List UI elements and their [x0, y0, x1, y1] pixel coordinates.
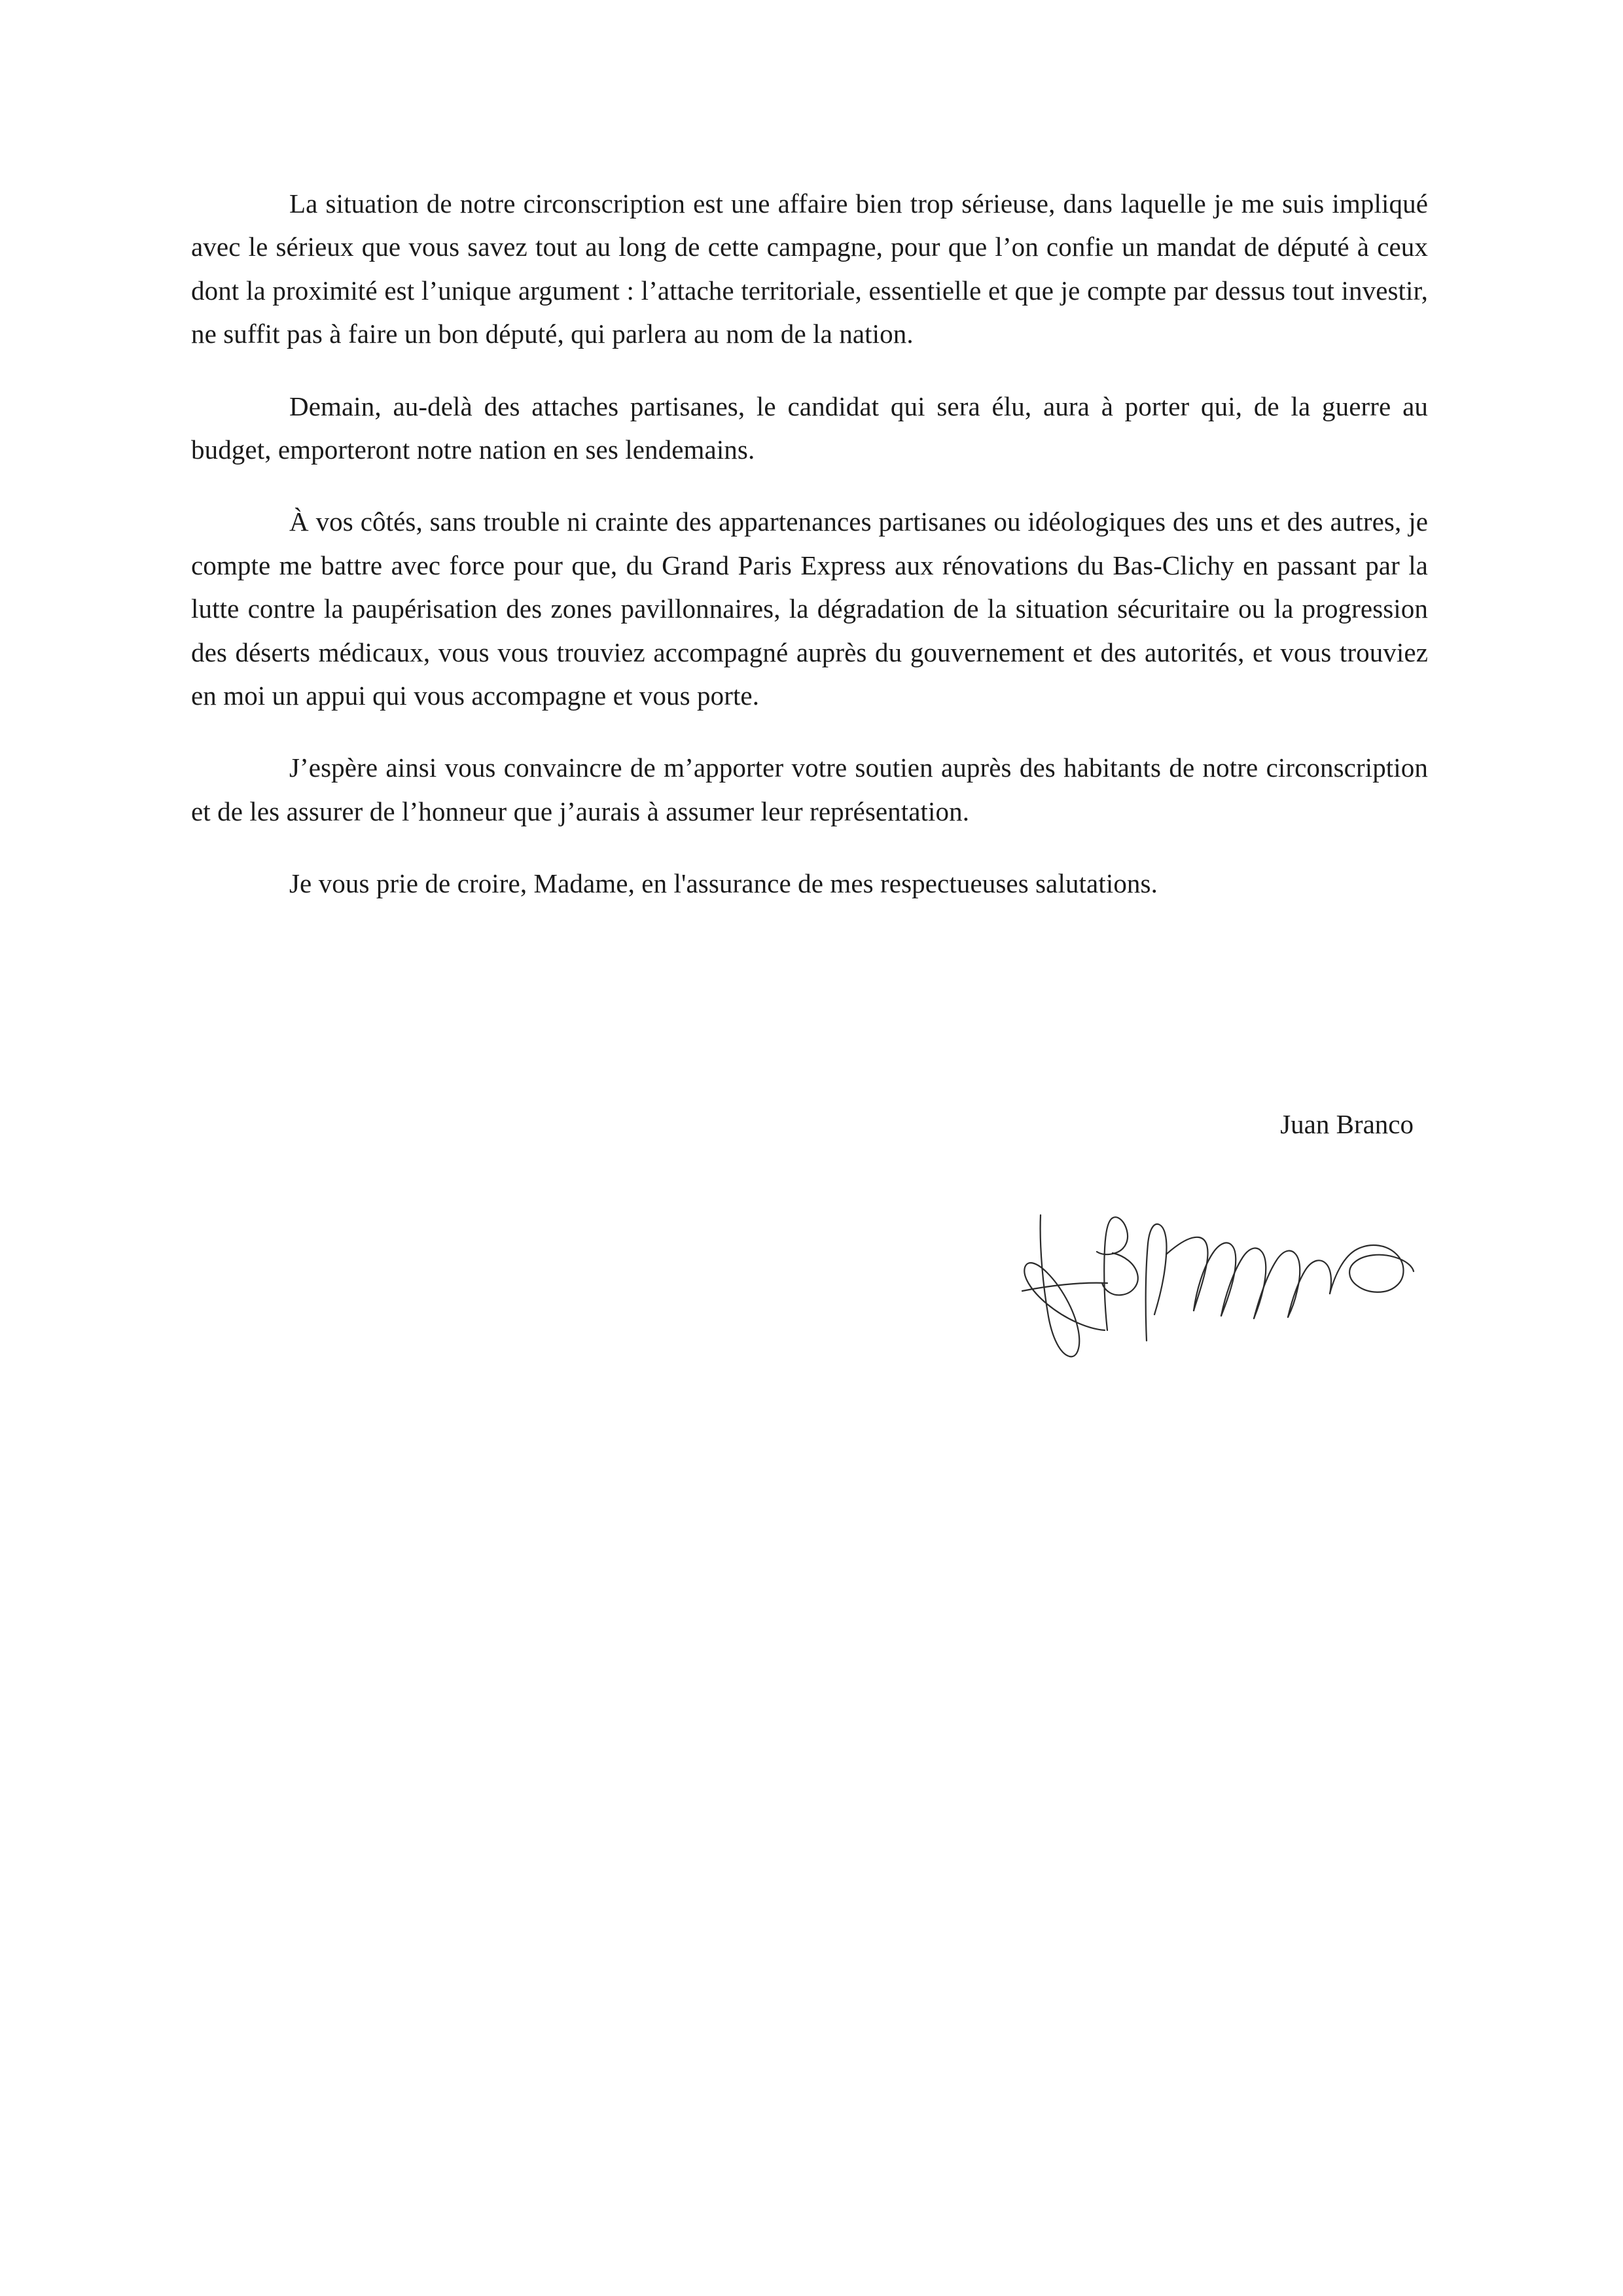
closing-salutation: Je vous prie de croire, Madame, en l'assurance de mes respectueuses salutations. — [289, 868, 1158, 899]
paragraph: À vos côtés, sans trouble ni crainte des appartenances partisanes ou idéologiques des uns et des autres, je compte me battre avec force pour que, du Grand Paris Express aux rénovations du Bas-Clichy en passant par la lutte contre la paupérisation des zones pavillonnaires, la dégradation de la situation sécuritaire ou la progression des déserts médicaux, vous vous trouviez accompagné auprès du gouvernement et des autorités, et vous trouviez en moi un appui qui vous accompagne et vous porte. — [191, 506, 1428, 711]
signature-block — [191, 1106, 1428, 1385]
signer-name: Juan Branco — [1280, 1109, 1414, 1139]
paragraph: La situation de notre circonscription est une affaire bien trop sérieuse, dans laquelle je me suis impliqué avec le sérieux que vous savez tout au long de cette campagne, pour que l’on confie un mandat de député à ceux dont la proximité est l’unique argument : l’attache territoriale, essentielle et que je compte par dessus tout investir, ne suffit pas à faire un bon député, qui parlera au nom de la nation. — [191, 188, 1428, 349]
paragraph: Demain, au-delà des attaches partisanes, le candidat qui sera élu, aura à porter qui, de la guerre au budget, emporteront notre nation en ses lendemains. — [191, 391, 1428, 465]
paragraph: J’espère ainsi vous convaincre de m’apporter votre soutien auprès des habitants de notre circonscription et de les assurer de l’honneur que j’aurais à assumer leur représentation. — [191, 752, 1428, 826]
handwritten-signature — [191, 1176, 1428, 1385]
letter-body — [191, 182, 1428, 934]
